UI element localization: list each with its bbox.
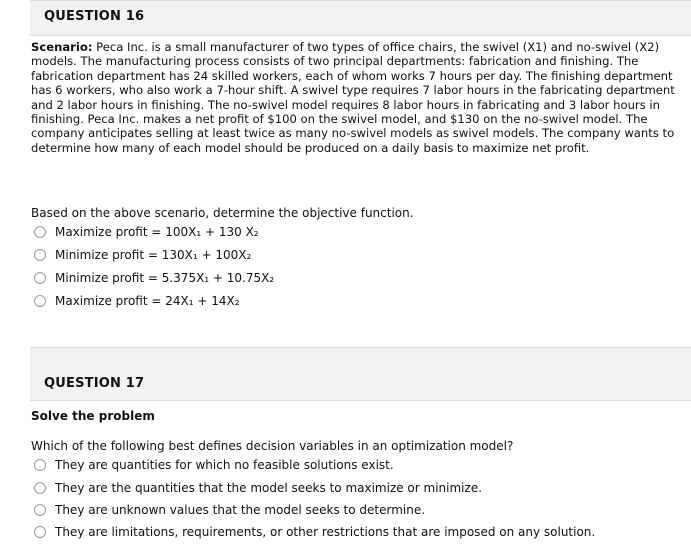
q17-option-3[interactable] [34,501,425,519]
q17-option-4-label: They are limitations, requirements, or other restrictions that are imposed on any solution. [55,525,596,539]
question-17-subheading: Solve the problem [31,409,155,423]
scenario-paragraph [31,40,681,155]
q16-option-1[interactable] [34,223,259,241]
q16-option-3[interactable] [34,269,274,287]
question-17-prompt: Which of the following best defines decision variables in an optimization model? [31,439,514,453]
q17-option-1[interactable] [34,456,394,474]
scenario-label: Scenario: [31,40,93,54]
radio-button[interactable] [34,459,46,471]
question-16-title: QUESTION 16 [44,9,145,24]
q16-option-1-label: Maximize profit = 100X₁ + 130 X₂ [55,225,259,239]
q16-option-2-label: Minimize profit = 130X₁ + 100X₂ [55,248,252,262]
radio-button[interactable] [34,482,46,494]
radio-button[interactable] [34,295,46,307]
question-17-title: QUESTION 17 [44,376,145,391]
question-16-header [30,0,691,36]
q16-option-3-label: Minimize profit = 5.375X₁ + 10.75X₂ [55,271,275,285]
radio-button[interactable] [34,272,46,284]
q17-option-2[interactable] [34,479,482,497]
q16-option-2[interactable] [34,246,251,264]
q17-option-4[interactable] [34,523,595,541]
question-16-prompt: Based on the above scenario, determine the objective function. [31,206,414,220]
radio-button[interactable] [34,226,46,238]
radio-button[interactable] [34,526,46,538]
scenario-text: Peca Inc. is a small manufacturer of two types of office chairs, the swivel (X1) and no-swivel (X2) models. The manufacturing process consists of two principal departments: fabrication and finishing. The fabrication department has 24 skilled workers, each of whom works 7 hours per day. The finishing department has 6 workers, who also work a 7-hour shift. A swivel type requires 7 labor hours in the fabricating department and 2 labor hours in finishing. The no-swivel model requires 8 labor hours in fabricating and 3 labor hours in finishing. Peca Inc. makes a net profit of $100 on the swivel model, and $130 on the no-swivel model. The company anticipates selling at least twice as many no-swivel models as swivel models. The company wants to determine how many of each model should be produced on a daily basis to maximize net profit. [31,40,675,155]
q17-option-1-label: They are quantities for which no feasible solutions exist. [55,458,394,472]
question-17-header [30,347,691,401]
q17-option-3-label: They are unknown values that the model seeks to determine. [55,503,426,517]
q16-option-4[interactable] [34,292,240,310]
q17-option-2-label: They are the quantities that the model seeks to maximize or minimize. [55,481,483,495]
radio-button[interactable] [34,249,46,261]
radio-button[interactable] [34,504,46,516]
q16-option-4-label: Maximize profit = 24X₁ + 14X₂ [55,294,240,308]
